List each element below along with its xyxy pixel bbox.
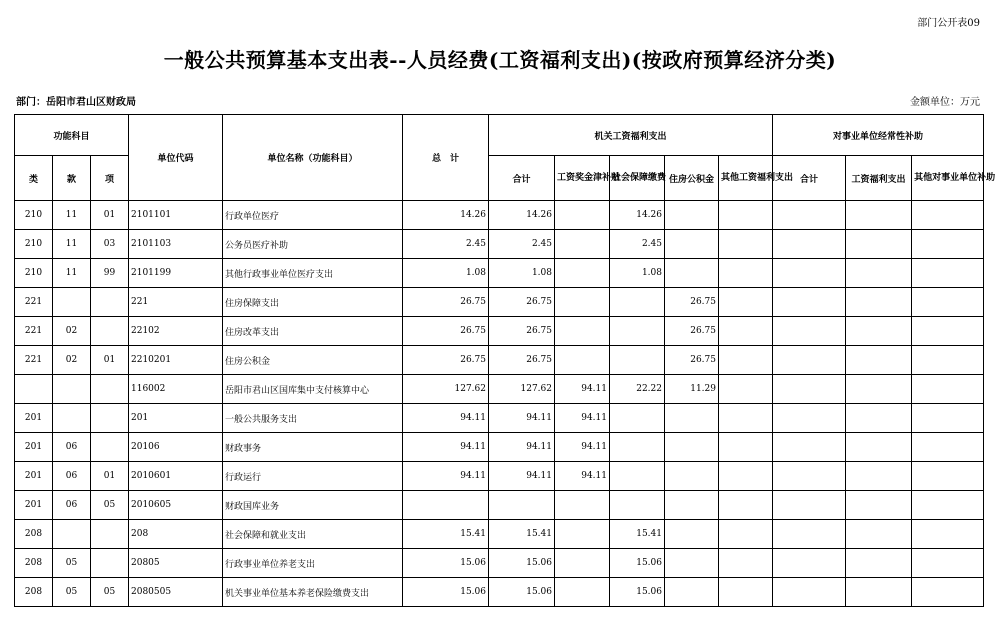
cell-code: 22102 [129, 317, 223, 346]
cell-code: 201 [129, 404, 223, 433]
cell-code: 2010601 [129, 462, 223, 491]
cell-code: 2080505 [129, 578, 223, 607]
cell-social [610, 491, 665, 520]
cell-inst-welfare [846, 491, 912, 520]
cell-kuan [53, 375, 91, 404]
cell-xiang [91, 549, 129, 578]
cell-inst-welfare [846, 259, 912, 288]
cell-lei: 208 [15, 578, 53, 607]
cell-org-sub: 15.41 [489, 520, 555, 549]
cell-other [719, 520, 773, 549]
cell-lei: 201 [15, 491, 53, 520]
cell-other [719, 288, 773, 317]
header-org-bonus: 工资奖金津补贴 [555, 156, 610, 201]
cell-org-sub: 127.62 [489, 375, 555, 404]
cell-bonus: 94.11 [555, 404, 610, 433]
cell-kuan: 11 [53, 201, 91, 230]
cell-code: 2101199 [129, 259, 223, 288]
cell-housing [665, 462, 719, 491]
cell-housing [665, 230, 719, 259]
cell-total [403, 491, 489, 520]
cell-housing [665, 549, 719, 578]
cell-org-sub: 94.11 [489, 404, 555, 433]
cell-total: 1.08 [403, 259, 489, 288]
table-row [15, 346, 984, 375]
cell-other [719, 404, 773, 433]
cell-xiang [91, 317, 129, 346]
cell-xiang [91, 433, 129, 462]
cell-inst-other [912, 201, 984, 230]
cell-bonus [555, 288, 610, 317]
cell-social: 15.06 [610, 549, 665, 578]
table-row [15, 433, 984, 462]
cell-name: 行政单位医疗 [223, 201, 403, 230]
cell-total: 15.06 [403, 578, 489, 607]
cell-social [610, 317, 665, 346]
table-row [15, 520, 984, 549]
table-row [15, 375, 984, 404]
header-org-welfare: 机关工资福利支出 [489, 115, 773, 156]
cell-name: 行政运行 [223, 462, 403, 491]
cell-inst-welfare [846, 201, 912, 230]
cell-xiang: 99 [91, 259, 129, 288]
cell-xiang [91, 520, 129, 549]
cell-social [610, 404, 665, 433]
cell-inst-other [912, 230, 984, 259]
table-row [15, 462, 984, 491]
cell-inst-other [912, 491, 984, 520]
table-row [15, 404, 984, 433]
cell-inst-welfare [846, 462, 912, 491]
cell-social: 2.45 [610, 230, 665, 259]
cell-name: 机关事业单位基本养老保险缴费支出 [223, 578, 403, 607]
cell-kuan: 06 [53, 491, 91, 520]
cell-bonus [555, 520, 610, 549]
cell-total: 94.11 [403, 404, 489, 433]
cell-code: 221 [129, 288, 223, 317]
cell-inst-other [912, 462, 984, 491]
cell-other [719, 491, 773, 520]
cell-social [610, 346, 665, 375]
cell-housing [665, 404, 719, 433]
header-org-housing: 住房公积金 [665, 156, 719, 201]
cell-code: 208 [129, 520, 223, 549]
cell-housing [665, 491, 719, 520]
cell-other [719, 317, 773, 346]
cell-inst-sub [773, 201, 846, 230]
cell-housing: 26.75 [665, 317, 719, 346]
cell-name: 住房保障支出 [223, 288, 403, 317]
header-inst-subtotal: 合计 [773, 156, 846, 201]
cell-xiang: 05 [91, 578, 129, 607]
table-row [15, 201, 984, 230]
cell-inst-other [912, 433, 984, 462]
cell-inst-sub [773, 549, 846, 578]
cell-other [719, 433, 773, 462]
cell-inst-welfare [846, 433, 912, 462]
cell-bonus: 94.11 [555, 375, 610, 404]
cell-name: 一般公共服务支出 [223, 404, 403, 433]
cell-inst-welfare [846, 549, 912, 578]
cell-code: 116002 [129, 375, 223, 404]
header-inst-welfare: 工资福利支出 [846, 156, 912, 201]
cell-org-sub: 2.45 [489, 230, 555, 259]
cell-inst-welfare [846, 520, 912, 549]
cell-total: 15.06 [403, 549, 489, 578]
cell-kuan [53, 520, 91, 549]
cell-inst-sub [773, 346, 846, 375]
cell-inst-welfare [846, 230, 912, 259]
header-inst-other: 其他对事业单位补助 [912, 156, 984, 201]
header-function-subject: 功能科目 [15, 115, 129, 156]
cell-other [719, 259, 773, 288]
cell-other [719, 230, 773, 259]
table-body [15, 201, 984, 607]
cell-inst-sub [773, 288, 846, 317]
cell-org-sub: 26.75 [489, 317, 555, 346]
cell-total: 26.75 [403, 288, 489, 317]
table-row [15, 491, 984, 520]
cell-code: 2010605 [129, 491, 223, 520]
cell-inst-welfare [846, 288, 912, 317]
cell-other [719, 375, 773, 404]
cell-lei: 210 [15, 201, 53, 230]
cell-inst-welfare [846, 317, 912, 346]
cell-bonus [555, 549, 610, 578]
cell-inst-other [912, 375, 984, 404]
cell-code: 20805 [129, 549, 223, 578]
cell-org-sub: 94.11 [489, 462, 555, 491]
cell-total: 26.75 [403, 346, 489, 375]
cell-xiang: 01 [91, 201, 129, 230]
cell-org-sub: 15.06 [489, 549, 555, 578]
header-lei: 类 [15, 156, 53, 201]
cell-bonus [555, 201, 610, 230]
cell-name: 财政事务 [223, 433, 403, 462]
cell-inst-other [912, 288, 984, 317]
header-xiang: 项 [91, 156, 129, 201]
cell-other [719, 578, 773, 607]
cell-inst-other [912, 259, 984, 288]
cell-lei: 210 [15, 259, 53, 288]
cell-social: 15.06 [610, 578, 665, 607]
cell-housing: 26.75 [665, 346, 719, 375]
cell-inst-other [912, 346, 984, 375]
cell-inst-other [912, 317, 984, 346]
table-row [15, 259, 984, 288]
cell-kuan: 06 [53, 433, 91, 462]
cell-other [719, 346, 773, 375]
cell-total: 15.41 [403, 520, 489, 549]
cell-total: 14.26 [403, 201, 489, 230]
cell-other [719, 462, 773, 491]
cell-total: 94.11 [403, 433, 489, 462]
cell-kuan [53, 404, 91, 433]
cell-xiang: 05 [91, 491, 129, 520]
cell-housing [665, 201, 719, 230]
amount-unit-label: 金额单位：万元 [910, 97, 980, 108]
cell-kuan: 06 [53, 462, 91, 491]
cell-inst-sub [773, 317, 846, 346]
cell-inst-sub [773, 375, 846, 404]
cell-lei: 221 [15, 288, 53, 317]
cell-name: 财政国库业务 [223, 491, 403, 520]
cell-lei: 201 [15, 462, 53, 491]
cell-kuan: 05 [53, 549, 91, 578]
cell-bonus [555, 491, 610, 520]
cell-inst-welfare [846, 404, 912, 433]
cell-org-sub: 26.75 [489, 346, 555, 375]
cell-inst-other [912, 578, 984, 607]
cell-inst-other [912, 520, 984, 549]
cell-inst-sub [773, 404, 846, 433]
cell-inst-other [912, 404, 984, 433]
cell-housing: 11.29 [665, 375, 719, 404]
cell-inst-welfare [846, 578, 912, 607]
cell-lei: 201 [15, 433, 53, 462]
cell-inst-welfare [846, 375, 912, 404]
cell-xiang: 01 [91, 346, 129, 375]
cell-housing [665, 259, 719, 288]
cell-social [610, 288, 665, 317]
cell-housing: 26.75 [665, 288, 719, 317]
cell-name: 公务员医疗补助 [223, 230, 403, 259]
cell-social [610, 433, 665, 462]
table-number-label: 部门公开表09 [917, 18, 980, 29]
table-row [15, 317, 984, 346]
cell-name: 住房公积金 [223, 346, 403, 375]
cell-kuan [53, 288, 91, 317]
cell-other [719, 201, 773, 230]
cell-org-sub: 26.75 [489, 288, 555, 317]
cell-kuan: 02 [53, 346, 91, 375]
cell-housing [665, 520, 719, 549]
cell-name: 行政事业单位养老支出 [223, 549, 403, 578]
budget-table [14, 114, 996, 607]
cell-lei: 208 [15, 520, 53, 549]
header-kuan: 款 [53, 156, 91, 201]
cell-social: 1.08 [610, 259, 665, 288]
cell-inst-sub [773, 230, 846, 259]
cell-lei [15, 375, 53, 404]
cell-social: 22.22 [610, 375, 665, 404]
cell-inst-sub [773, 259, 846, 288]
cell-social: 15.41 [610, 520, 665, 549]
cell-code: 2101101 [129, 201, 223, 230]
cell-lei: 201 [15, 404, 53, 433]
cell-inst-sub [773, 578, 846, 607]
department-label: 部门：岳阳市君山区财政局 [16, 97, 136, 108]
cell-code: 2210201 [129, 346, 223, 375]
cell-inst-sub [773, 491, 846, 520]
cell-bonus [555, 578, 610, 607]
cell-total: 2.45 [403, 230, 489, 259]
cell-xiang [91, 404, 129, 433]
cell-org-sub: 14.26 [489, 201, 555, 230]
cell-org-sub: 1.08 [489, 259, 555, 288]
cell-housing [665, 433, 719, 462]
cell-social: 14.26 [610, 201, 665, 230]
cell-xiang [91, 288, 129, 317]
table-row [15, 230, 984, 259]
cell-xiang: 01 [91, 462, 129, 491]
page-title: 一般公共预算基本支出表--人员经费(工资福利支出)(按政府预算经济分类) [163, 48, 837, 72]
cell-lei: 221 [15, 346, 53, 375]
cell-name: 住房改革支出 [223, 317, 403, 346]
cell-other [719, 549, 773, 578]
cell-kuan: 11 [53, 230, 91, 259]
cell-bonus [555, 230, 610, 259]
cell-org-sub: 15.06 [489, 578, 555, 607]
cell-name: 其他行政事业单位医疗支出 [223, 259, 403, 288]
header-org-social: 社会保障缴费 [610, 156, 665, 201]
header-inst-subsidy: 对事业单位经常性补助 [773, 115, 984, 156]
cell-inst-sub [773, 520, 846, 549]
cell-housing [665, 578, 719, 607]
cell-social [610, 462, 665, 491]
cell-lei: 221 [15, 317, 53, 346]
table-row [15, 549, 984, 578]
cell-code: 2101103 [129, 230, 223, 259]
cell-org-sub: 94.11 [489, 433, 555, 462]
cell-code: 20106 [129, 433, 223, 462]
cell-bonus [555, 259, 610, 288]
cell-total: 26.75 [403, 317, 489, 346]
cell-xiang [91, 375, 129, 404]
cell-inst-welfare [846, 346, 912, 375]
header-unit-code: 单位代码 [129, 115, 223, 201]
cell-bonus [555, 346, 610, 375]
cell-total: 94.11 [403, 462, 489, 491]
header-org-other: 其他工资福利支出 [719, 156, 773, 201]
cell-kuan: 11 [53, 259, 91, 288]
cell-xiang: 03 [91, 230, 129, 259]
cell-inst-sub [773, 433, 846, 462]
header-unit-name: 单位名称（功能科目） [223, 115, 403, 201]
cell-kuan: 05 [53, 578, 91, 607]
cell-org-sub [489, 491, 555, 520]
header-total: 总 计 [403, 115, 489, 201]
cell-bonus [555, 317, 610, 346]
cell-name: 社会保障和就业支出 [223, 520, 403, 549]
cell-lei: 210 [15, 230, 53, 259]
table-row [15, 288, 984, 317]
cell-bonus: 94.11 [555, 462, 610, 491]
cell-lei: 208 [15, 549, 53, 578]
header-org-subtotal: 合计 [489, 156, 555, 201]
cell-name: 岳阳市君山区国库集中支付核算中心 [223, 375, 403, 404]
cell-total: 127.62 [403, 375, 489, 404]
cell-bonus: 94.11 [555, 433, 610, 462]
table-row [15, 578, 984, 607]
cell-inst-other [912, 549, 984, 578]
cell-inst-sub [773, 462, 846, 491]
cell-kuan: 02 [53, 317, 91, 346]
